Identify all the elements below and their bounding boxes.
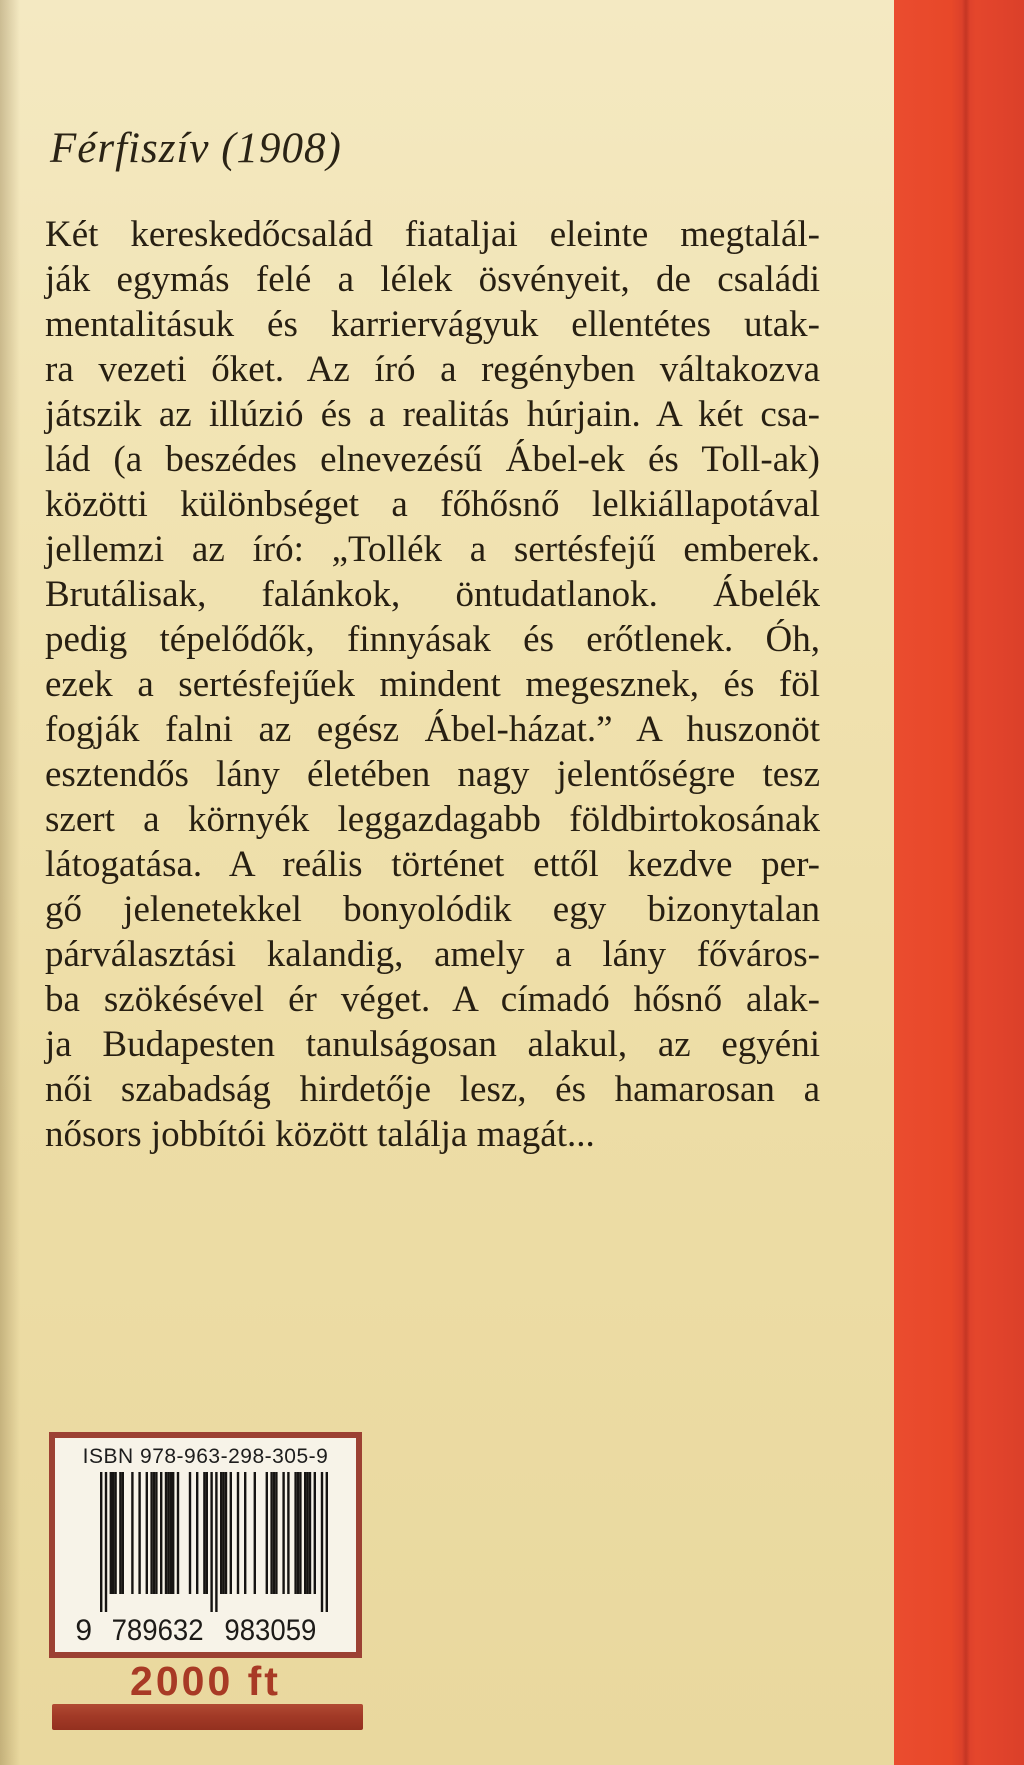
blurb-line: játszik az illúzió és a realitás húrjain. A két csa- (45, 394, 820, 435)
blurb-line: ba szökésével ér véget. A címadó hősnő alak- (45, 979, 820, 1020)
blurb-line: ja Budapesten tanulságosan alakul, az egyéni (45, 1024, 820, 1065)
blurb-paragraph (45, 212, 820, 1157)
svg-text:9: 9 (74, 1614, 92, 1647)
blurb-line: Brutálisak, falánkok, öntudatlanok. Ábelék (45, 574, 820, 615)
price-label: 2000 ft (130, 1658, 281, 1704)
blurb-line: ják egymás felé a lélek ösvényeit, de családi (45, 259, 820, 300)
book-title: Férfiszív (1908) (50, 125, 342, 172)
ean13-barcode (72, 1472, 340, 1648)
isbn-label: ISBN 978-963-298-305-9 (82, 1445, 329, 1468)
blurb-line: látogatása. A reális történet ettől kezdve per- (45, 844, 820, 885)
blurb-line: fogják falni az egész Ábel-házat.” A huszonöt (45, 709, 820, 750)
blurb-line: közötti különbséget a főhősnő lelkiállapotával (45, 484, 820, 525)
blurb-line: lád (a beszédes elnevezésű Ábel-ek és Toll-ak) (45, 439, 820, 480)
blurb-line: ra vezeti őket. Az író a regényben váltakozva (45, 349, 820, 390)
bottom-red-stripe (52, 1704, 363, 1730)
blurb-line: nősors jobbítói között találja magát... (45, 1114, 595, 1155)
blurb-line: Két kereskedőcsalád fiataljai eleinte megtalál- (45, 214, 820, 255)
blurb-line: szert a környék leggazdagabb földbirtokosának (45, 799, 820, 840)
blurb-line: ezek a sertésfejűek mindent megesznek, és föl (45, 664, 820, 705)
blurb-line: esztendős lány életében nagy jelentőségre tesz (45, 754, 820, 795)
svg-text:789632: 789632 (111, 1614, 204, 1647)
blurb-line: női szabadság hirdetője lesz, és hamarosan a (45, 1069, 820, 1110)
blurb-line: gő jelenetekkel bonyolódik egy bizonytalan (45, 889, 820, 930)
isbn-barcode-box (49, 1432, 362, 1658)
blurb-line: pedig tépelődők, finnyásak és erőtlenek. Óh, (45, 619, 820, 660)
blurb-line: párválasztási kalandig, amely a lány főváros- (45, 934, 820, 975)
blurb-line: jellemzi az író: „Tollék a sertésfejű emberek. (45, 529, 820, 570)
svg-text:983059: 983059 (223, 1614, 316, 1647)
blurb-line: mentalitásuk és karriervágyuk ellentétes utak- (45, 304, 820, 345)
book-spine (894, 0, 1024, 1765)
